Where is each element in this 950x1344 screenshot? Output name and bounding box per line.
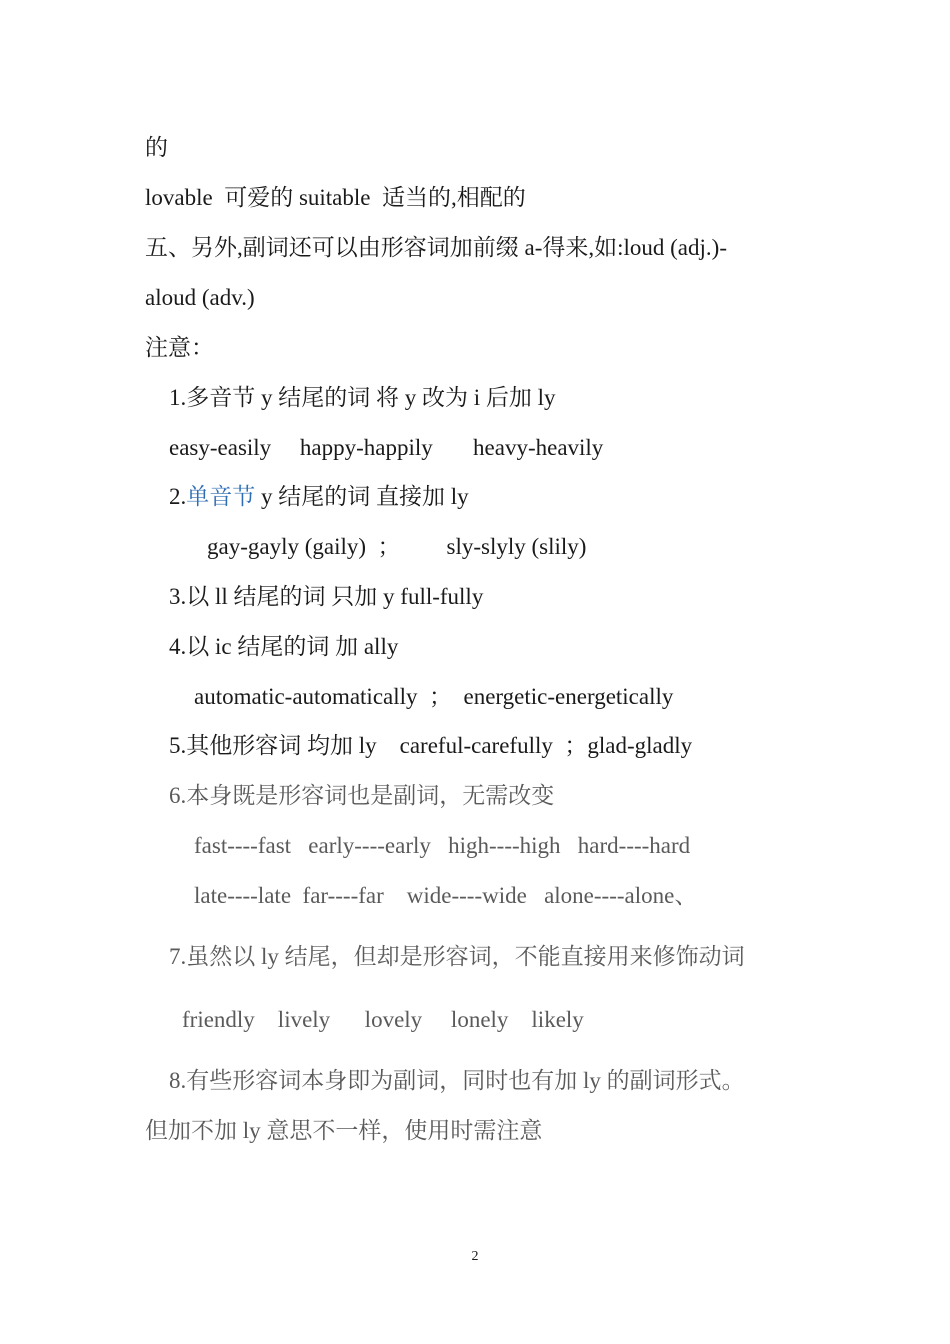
note-heading: 注意： [145, 335, 214, 360]
text-line-3: 五、另外,副词还可以由形容词加前缀 a-得来,如:loud (adj.)- [145, 235, 727, 260]
rule-6-examples-2: late----late far----far wide----wide alone----alone、 [194, 883, 698, 908]
rule-2 [169, 482, 469, 512]
rule-6: 6.本身既是形容词也是副词，无需改变 [169, 783, 555, 808]
rule-4: 4.以 ic 结尾的词 加 ally [169, 634, 399, 659]
rule-8-continued: 但加不加 ly 意思不一样，使用时需注意 [145, 1118, 543, 1143]
rule-3: 3.以 ll 结尾的词 只加 y full-fully [169, 584, 484, 609]
text-line-4: aloud (adv.) [145, 285, 255, 310]
rule-6-examples-1: fast----fast early----early high----high hard----hard [194, 833, 691, 858]
rule-2-examples: gay-gayly (gaily) ； sly-slyly (slily) [207, 534, 587, 559]
rule-7: 7.虽然以 ly 结尾，但却是形容词，不能直接用来修饰动词 [169, 944, 745, 969]
rule-2-prefix: 2. [169, 484, 187, 509]
rule-1: 1.多音节 y 结尾的词 将 y 改为 i 后加 ly [169, 385, 556, 410]
rule-2-suffix: y 结尾的词 直接加 ly [255, 484, 469, 509]
text-line-2: lovable 可爱的 suitable 适当的,相配的 [145, 185, 526, 210]
rule-5: 5.其他形容词 均加 ly careful-carefully ；glad-gladly [169, 733, 693, 758]
rule-4-examples: automatic-automatically ； energetic-energetically [194, 684, 674, 709]
page-number: 2 [471, 1249, 479, 1264]
rule-8: 8.有些形容词本身即为副词，同时也有加 ly 的副词形式。 [169, 1068, 745, 1093]
text-line-1: 的 [145, 135, 168, 160]
rule-1-examples: easy-easily happy-happily heavy-heavily [169, 435, 604, 460]
rule-2-highlight: 单音节 [186, 484, 256, 509]
rule-7-examples: friendly lively lovely lonely likely [182, 1007, 584, 1032]
